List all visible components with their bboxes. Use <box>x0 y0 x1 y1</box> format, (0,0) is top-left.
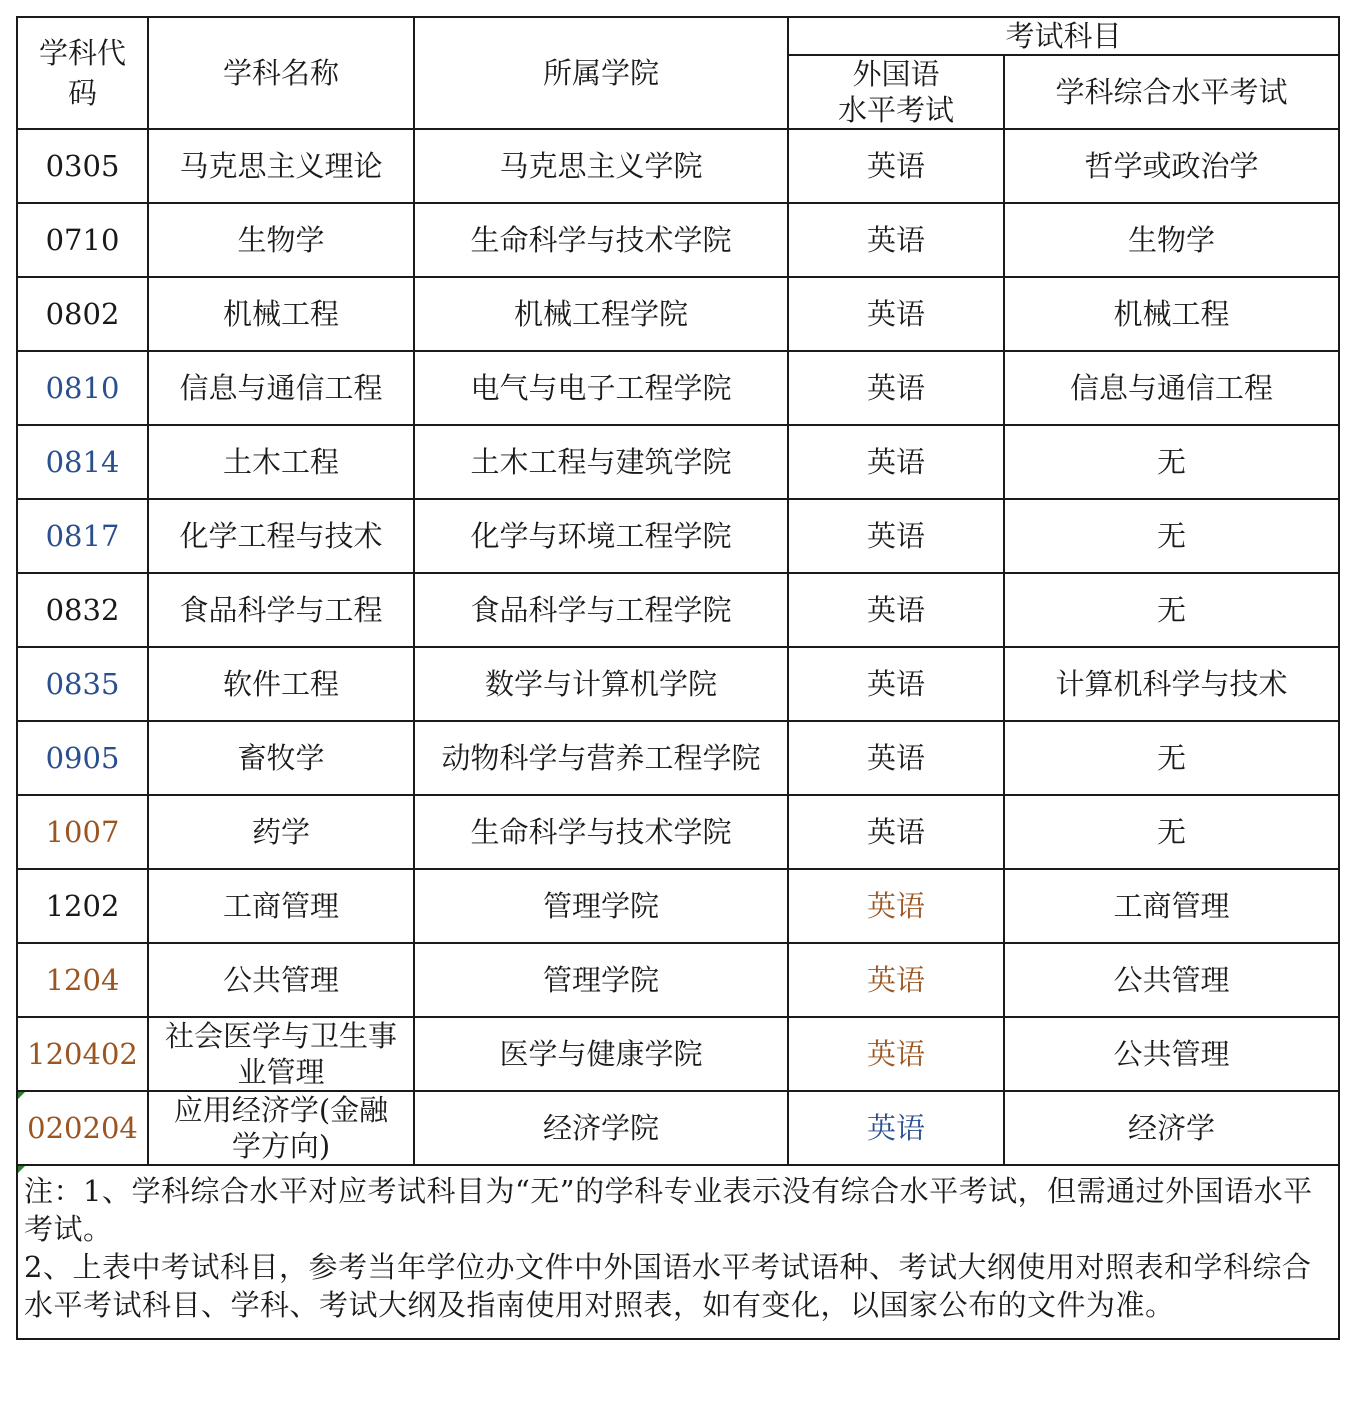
cell-code: 0710 <box>18 203 148 277</box>
cell-comprehensive: 无 <box>1004 795 1338 869</box>
cell-college: 化学与环境工程学院 <box>414 499 788 573</box>
cell-comprehensive: 公共管理 <box>1004 943 1338 1017</box>
cell-comprehensive: 生物学 <box>1004 203 1338 277</box>
cell-code: 0305 <box>18 129 148 203</box>
table-row <box>18 721 1338 795</box>
cell-comprehensive: 计算机科学与技术 <box>1004 647 1338 721</box>
cell-college: 生命科学与技术学院 <box>414 203 788 277</box>
header-foreign-language-line1: 外国语 <box>852 57 940 91</box>
header-name: 学科名称 <box>148 18 414 129</box>
cell-code: 0835 <box>18 647 148 721</box>
cell-college: 马克思主义学院 <box>414 129 788 203</box>
table-row <box>18 1091 1338 1165</box>
header-foreign-language-line2: 水平考试 <box>837 93 954 127</box>
cell-language: 英语 <box>788 1091 1004 1165</box>
cell-name-line1: 应用经济学(金融 <box>173 1093 389 1127</box>
cell-code: 020204 <box>18 1091 148 1165</box>
cell-name-line2: 学方向) <box>231 1129 331 1163</box>
cell-comprehensive: 工商管理 <box>1004 869 1338 943</box>
cell-language: 英语 <box>788 943 1004 1017</box>
cell-language: 英语 <box>788 351 1004 425</box>
cell-language: 英语 <box>788 721 1004 795</box>
cell-language: 英语 <box>788 647 1004 721</box>
cell-college: 生命科学与技术学院 <box>414 795 788 869</box>
table-row <box>18 425 1338 499</box>
table-row <box>18 869 1338 943</box>
cell-college: 数学与计算机学院 <box>414 647 788 721</box>
cell-name: 马克思主义理论 <box>148 129 414 203</box>
table-row <box>18 203 1338 277</box>
cell-comprehensive: 无 <box>1004 425 1338 499</box>
cell-name: 工商管理 <box>148 869 414 943</box>
cell-comprehensive: 无 <box>1004 499 1338 573</box>
cell-code: 0810 <box>18 351 148 425</box>
cell-comprehensive: 公共管理 <box>1004 1017 1338 1091</box>
cell-name: 机械工程 <box>148 277 414 351</box>
table-row <box>18 351 1338 425</box>
header-comprehensive: 学科综合水平考试 <box>1004 55 1338 129</box>
cell-name: 化学工程与技术 <box>148 499 414 573</box>
cell-name <box>148 1091 414 1165</box>
cell-college: 管理学院 <box>414 869 788 943</box>
table-row <box>18 573 1338 647</box>
header-exam-subjects: 考试科目 <box>788 18 1338 55</box>
cell-language: 英语 <box>788 129 1004 203</box>
cell-college: 经济学院 <box>414 1091 788 1165</box>
cell-name: 药学 <box>148 795 414 869</box>
cell-language: 英语 <box>788 425 1004 499</box>
cell-comprehensive: 无 <box>1004 573 1338 647</box>
header-foreign-language <box>788 55 1004 129</box>
header-college: 所属学院 <box>414 18 788 129</box>
cell-comprehensive: 信息与通信工程 <box>1004 351 1338 425</box>
cell-college: 动物科学与营养工程学院 <box>414 721 788 795</box>
table-row <box>18 795 1338 869</box>
cell-language: 英语 <box>788 499 1004 573</box>
cell-language: 英语 <box>788 573 1004 647</box>
exam-subject-table <box>18 18 1338 1338</box>
cell-code: 1204 <box>18 943 148 1017</box>
cell-name: 生物学 <box>148 203 414 277</box>
cell-name: 软件工程 <box>148 647 414 721</box>
cell-language: 英语 <box>788 277 1004 351</box>
cell-language: 英语 <box>788 869 1004 943</box>
cell-college: 医学与健康学院 <box>414 1017 788 1091</box>
cell-code: 0802 <box>18 277 148 351</box>
cell-name: 信息与通信工程 <box>148 351 414 425</box>
note-2: 2、上表中考试科目，参考当年学位办文件中外国语水平考试语种、考试大纲使用对照表和学科综合水平考试科目、学科、考试大纲及指南使用对照表，如有变化，以国家公布的文件为准。 <box>24 1250 1312 1322</box>
cell-college: 管理学院 <box>414 943 788 1017</box>
cell-name: 畜牧学 <box>148 721 414 795</box>
cell-language: 英语 <box>788 203 1004 277</box>
cell-code: 1202 <box>18 869 148 943</box>
table-row <box>18 277 1338 351</box>
cell-college: 土木工程与建筑学院 <box>414 425 788 499</box>
cell-code: 0817 <box>18 499 148 573</box>
cell-name: 土木工程 <box>148 425 414 499</box>
table-row <box>18 647 1338 721</box>
cell-name <box>148 1017 414 1091</box>
cell-code: 0814 <box>18 425 148 499</box>
table-row <box>18 129 1338 203</box>
note-1: 注：1、学科综合水平对应考试科目为“无”的学科专业表示没有综合水平考试，但需通过外国语水平考试。 <box>24 1174 1313 1246</box>
cell-code: 1007 <box>18 795 148 869</box>
cell-code: 0905 <box>18 721 148 795</box>
cell-college: 食品科学与工程学院 <box>414 573 788 647</box>
cell-language: 英语 <box>788 795 1004 869</box>
cell-college: 电气与电子工程学院 <box>414 351 788 425</box>
header-code: 学科代码 <box>18 18 148 129</box>
cell-code: 120402 <box>18 1017 148 1091</box>
table-row <box>18 943 1338 1017</box>
cell-comprehensive: 机械工程 <box>1004 277 1338 351</box>
cell-comprehensive: 哲学或政治学 <box>1004 129 1338 203</box>
cell-name-line1: 社会医学与卫生事 <box>164 1019 397 1053</box>
cell-name-line2: 业管理 <box>237 1055 325 1089</box>
cell-code: 0832 <box>18 573 148 647</box>
cell-college: 机械工程学院 <box>414 277 788 351</box>
exam-subject-table-sheet <box>16 16 1340 1340</box>
cell-language: 英语 <box>788 1017 1004 1091</box>
cell-comprehensive: 无 <box>1004 721 1338 795</box>
notes-cell <box>18 1165 1338 1338</box>
table-row <box>18 499 1338 573</box>
cell-name: 食品科学与工程 <box>148 573 414 647</box>
cell-comprehensive: 经济学 <box>1004 1091 1338 1165</box>
cell-name: 公共管理 <box>148 943 414 1017</box>
table-row <box>18 1017 1338 1091</box>
